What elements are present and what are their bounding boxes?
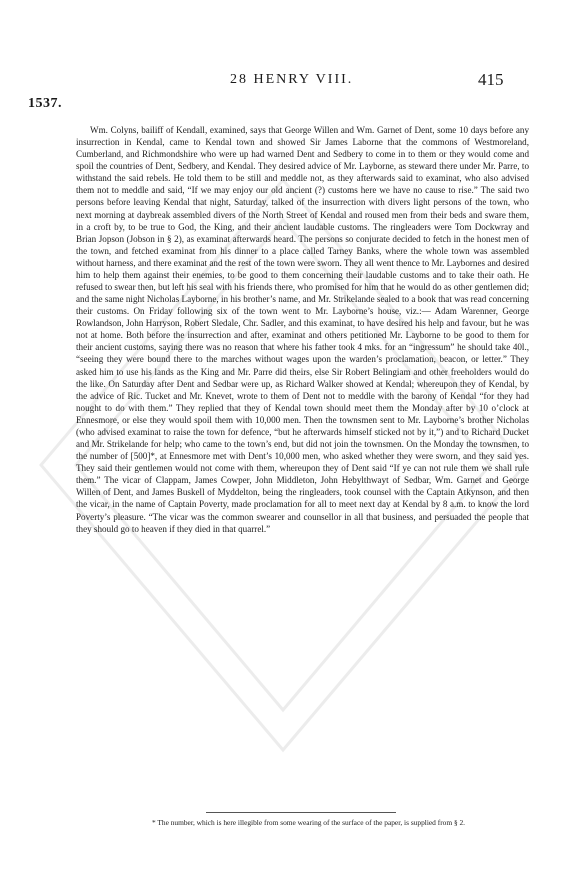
running-head: [0, 70, 567, 92]
footnote: * The number, which is here illegible from some wearing of the surface of the paper, is supplied from § 2.: [151, 818, 466, 827]
footnote-divider: [206, 812, 396, 813]
year-marginal-heading: 1537.: [28, 96, 62, 111]
running-title: 28 HENRY VIII.: [230, 72, 354, 87]
body-paragraph: Wm. Colyns, bailiff of Kendall, examined, says that George Willen and Wm. Garnet of Dent, some 10 days before any insurrection in Kendal, came to Kendal town and showed Sir James Laborne that the commons of Westmoreland, Cumberland, and Richmondshire who were up had warned Dent and Sedbery to come in to them or they would come and spoil the countries of Dent, Sedbery, and Kendal. They desired advice of Mr. Layborne, as steward there under Mr. Parre, to withstand the said rebels. He told them to be still and meddle not, as they afterwards said to examinat, who also advised them not to meddle and said, “If we may enjoy our old ancient (?) customs here we have no cause to rise.” The said two persons before leaving Kendal that night, Saturday, talked of the insurrection with divers light persons of the town, who next morning at daybreak assembled divers of the North Street of Kendal and roused men from their beds and sware them, in a croft by, to be true to God, the King, and their ancient laudable customs. The ringleaders were Tom Dockwray and Brian Jopson (Jobson in § 2), as examinat afterwards heard. The persons so conjurate decided to fetch in the honest men of the town, and fetched examinat from his dinner to a place called Tarney Banks, where the whole town was assembled without harness, and there examinat and the rest of the town were sworn. They all went thence to Mr. Laybornes and desired him to help them against their enemies, to be good to them concerning their laudable customs and to take their oath. He refused to swear then, but left his seal with his friends there, who promised for him that he would do as other gentlemen did; and the same night Nicholas Layborne, in his brother’s name, and Mr. Strikelande sealed to a book that was read concerning their customs. On Friday following six of the town went to Mr. Layborne’s house, viz.:— Adam Warenner, George Rowlandson, John Harryson, Robert Sledale, Chr. Sadler, and this examinat, to have desired his help and favour, but he was not at home. Both before the insurrection and after, examinat and others petitioned Mr. Layborne to be good to them for their ancient customs, saying there was no reason that where his father took 4 mks. for an “ingressum” he should take 40l., “seeing they were bound there to the marches without wages upon the warden’s proclamation, beacon, or letter.” They asked him to use his lands as the King and Mr. Parre did theirs, else Sir Robert Belingiam and other freeholders would do the like. On Saturday after Dent and Sedbar were up, as Richard Walker showed at Kendal; whereupon they of Kendal, by the advice of Ric. Tucket and Mr. Knevet, wrote to them of Dent not to meddle with the barony of Kendal “for they had nought to do with them.” They replied that they of Kendal town should meet them the Monday after by 10 o’clock at Ennesmore, or else they would spoil them with 10,000 men. Then the townsmen sent to Mr. Layborne’s brother Nicholas (who advised examinat to raise the town for defence, “but he afterwards himself sticked not by it,”) and to Richard Ducket and Mr. Strikelande for help; who came to the town’s end, but did not join the townsmen. On the Monday the townsmen, to the number of [500]*, at Ennesmore met with Dent’s 10,000 men, who asked whether they were sworn, and they said yes. They said their gentlemen would not come with them, whereupon they of Dent said “If ye can not rule them we shall rule them.” The vicar of Clappam, James Cowper, John Middleton, John Hebylthwayt of Sedbar, Wm. Garnet and George Willen of Dent, and James Buskell of Myddelton, being the ringleaders, took counsel with the Captain Atkynson, and then the vicar, in the name of Captain Poverty, made proclamation for all to meet next day at Kendal by 8 a.m. to know the lord Poverty’s pleasure. “The vicar was the common swearer and counsellor in all that business, and persuaded the people that they should go to heaven if they died in that quarrel.”: [76, 125, 529, 534]
page-number: 415: [478, 70, 504, 89]
